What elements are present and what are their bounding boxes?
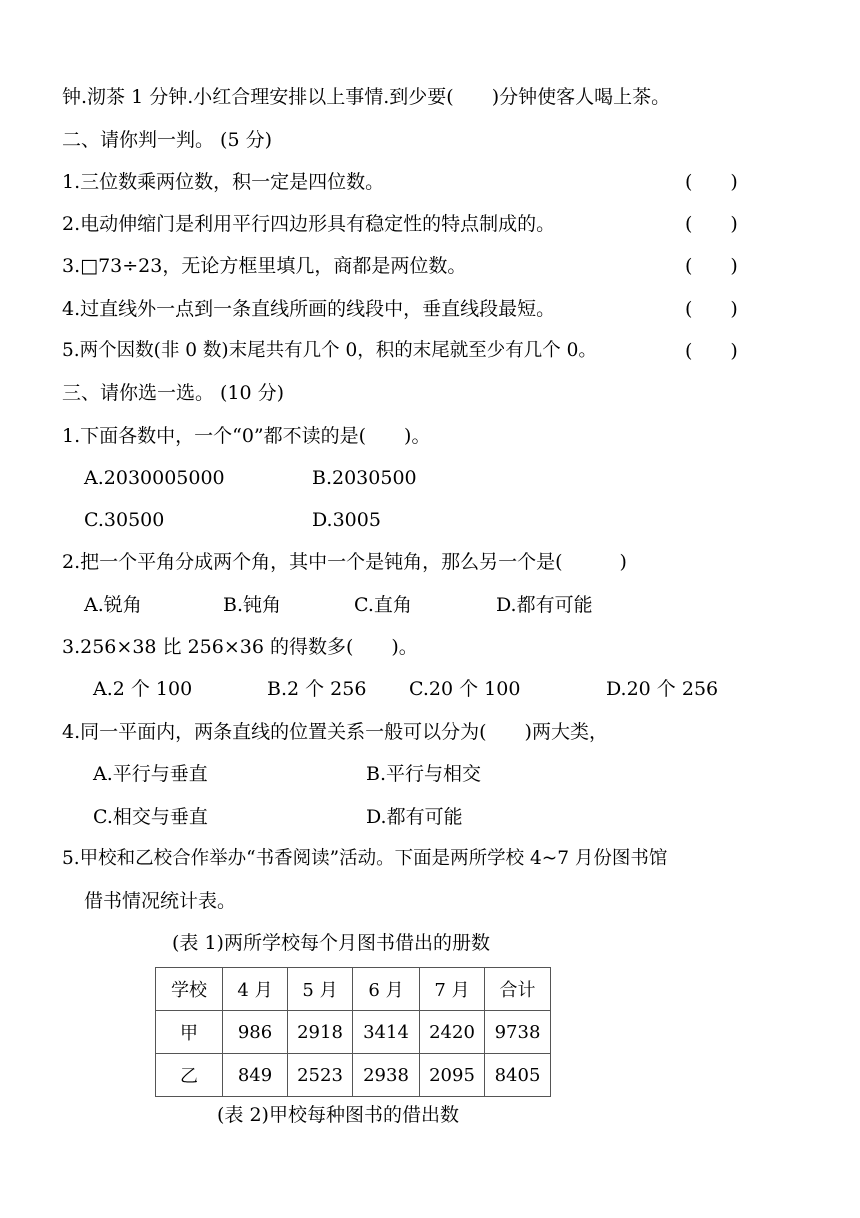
table2-caption: (表 2)甲校每种图书的借出数 bbox=[217, 1104, 459, 1126]
judge-answer-2[interactable]: ( ) bbox=[685, 213, 738, 235]
q2-option-b[interactable]: B.钝角 bbox=[223, 594, 282, 616]
judge-answer-5[interactable]: ( ) bbox=[685, 340, 738, 362]
q2-option-c[interactable]: C.直角 bbox=[354, 594, 412, 616]
q2-option-d[interactable]: D.都有可能 bbox=[496, 594, 593, 616]
q1-option-d[interactable]: D.3005 bbox=[312, 509, 381, 531]
q3-option-d[interactable]: D.20 个 256 bbox=[606, 678, 719, 700]
q3-option-c[interactable]: C.20 个 100 bbox=[409, 678, 521, 700]
choice-q5-line2: 借书情况统计表。 bbox=[84, 890, 237, 912]
q1-option-b[interactable]: B.2030500 bbox=[312, 467, 417, 489]
table-cell: 3414 bbox=[353, 1011, 420, 1054]
q4-option-c[interactable]: C.相交与垂直 bbox=[93, 806, 208, 828]
judge-item-2: 2.电动伸缩门是利用平行四边形具有稳定性的特点制成的。 bbox=[62, 213, 556, 235]
q4-option-b[interactable]: B.平行与相交 bbox=[366, 763, 482, 785]
judge-item-4: 4.过直线外一点到一条直线所画的线段中，垂直线段最短。 bbox=[62, 298, 556, 320]
judge-item-3: 3.□73÷23，无论方框里填几，商都是两位数。 bbox=[62, 255, 467, 277]
header-july: 7 月 bbox=[420, 968, 485, 1011]
header-total: 合计 bbox=[485, 968, 551, 1011]
table-cell: 2938 bbox=[353, 1054, 420, 1097]
choice-q2: 2.把一个平角分成两个角，其中一个是钝角，那么另一个是( ) bbox=[62, 551, 627, 573]
table-cell: 8405 bbox=[485, 1054, 551, 1097]
header-may: 5 月 bbox=[288, 968, 353, 1011]
table-cell: 2523 bbox=[288, 1054, 353, 1097]
table-cell: 2095 bbox=[420, 1054, 485, 1097]
section2-heading: 二、请你判一判。 (5 分) bbox=[62, 129, 272, 151]
table-cell: 甲 bbox=[156, 1011, 223, 1054]
table-cell: 9738 bbox=[485, 1011, 551, 1054]
q4-option-a[interactable]: A.平行与垂直 bbox=[93, 763, 208, 785]
choice-q5-line1: 5.甲校和乙校合作举办“书香阅读”活动。下面是两所学校 4~7 月份图书馆 bbox=[62, 848, 668, 869]
choice-q4: 4.同一平面内，两条直线的位置关系一般可以分为( )两大类， bbox=[62, 721, 608, 743]
table-header-row bbox=[156, 968, 551, 1011]
judge-answer-4[interactable]: ( ) bbox=[685, 298, 738, 320]
table1-caption: (表 1)两所学校每个月图书借出的册数 bbox=[172, 932, 490, 954]
table-cell: 986 bbox=[223, 1011, 288, 1054]
q2-option-a[interactable]: A.锐角 bbox=[84, 594, 142, 616]
judge-answer-1[interactable]: ( ) bbox=[685, 171, 738, 193]
choice-q3: 3.256×38 比 256×36 的得数多( )。 bbox=[62, 636, 418, 658]
q1-option-c[interactable]: C.30500 bbox=[84, 509, 165, 531]
table-cell: 乙 bbox=[156, 1054, 223, 1097]
intro-line: 钟.沏茶 1 分钟.小红合理安排以上事情.到少要( )分钟使客人喝上茶。 bbox=[62, 86, 671, 108]
section3-heading: 三、请你选一选。 (10 分) bbox=[62, 382, 285, 404]
q3-option-b[interactable]: B.2 个 256 bbox=[267, 678, 367, 700]
q3-option-a[interactable]: A.2 个 100 bbox=[93, 678, 193, 700]
table-cell: 849 bbox=[223, 1054, 288, 1097]
table-row bbox=[156, 1011, 551, 1054]
choice-q1: 1.下面各数中，一个“0”都不读的是( )。 bbox=[62, 425, 431, 447]
header-school: 学校 bbox=[156, 968, 223, 1011]
header-june: 6 月 bbox=[353, 968, 420, 1011]
judge-item-1: 1.三位数乘两位数，积一定是四位数。 bbox=[62, 171, 385, 193]
q4-option-d[interactable]: D.都有可能 bbox=[366, 806, 463, 828]
table-row bbox=[156, 1054, 551, 1097]
table-cell: 2420 bbox=[420, 1011, 485, 1054]
q1-option-a[interactable]: A.2030005000 bbox=[84, 467, 225, 489]
judge-item-5: 5.两个因数(非 0 数)末尾共有几个 0，积的末尾就至少有几个 0。 bbox=[62, 340, 597, 361]
judge-answer-3[interactable]: ( ) bbox=[685, 255, 738, 277]
header-april: 4 月 bbox=[223, 968, 288, 1011]
table1 bbox=[155, 967, 551, 1097]
table-cell: 2918 bbox=[288, 1011, 353, 1054]
